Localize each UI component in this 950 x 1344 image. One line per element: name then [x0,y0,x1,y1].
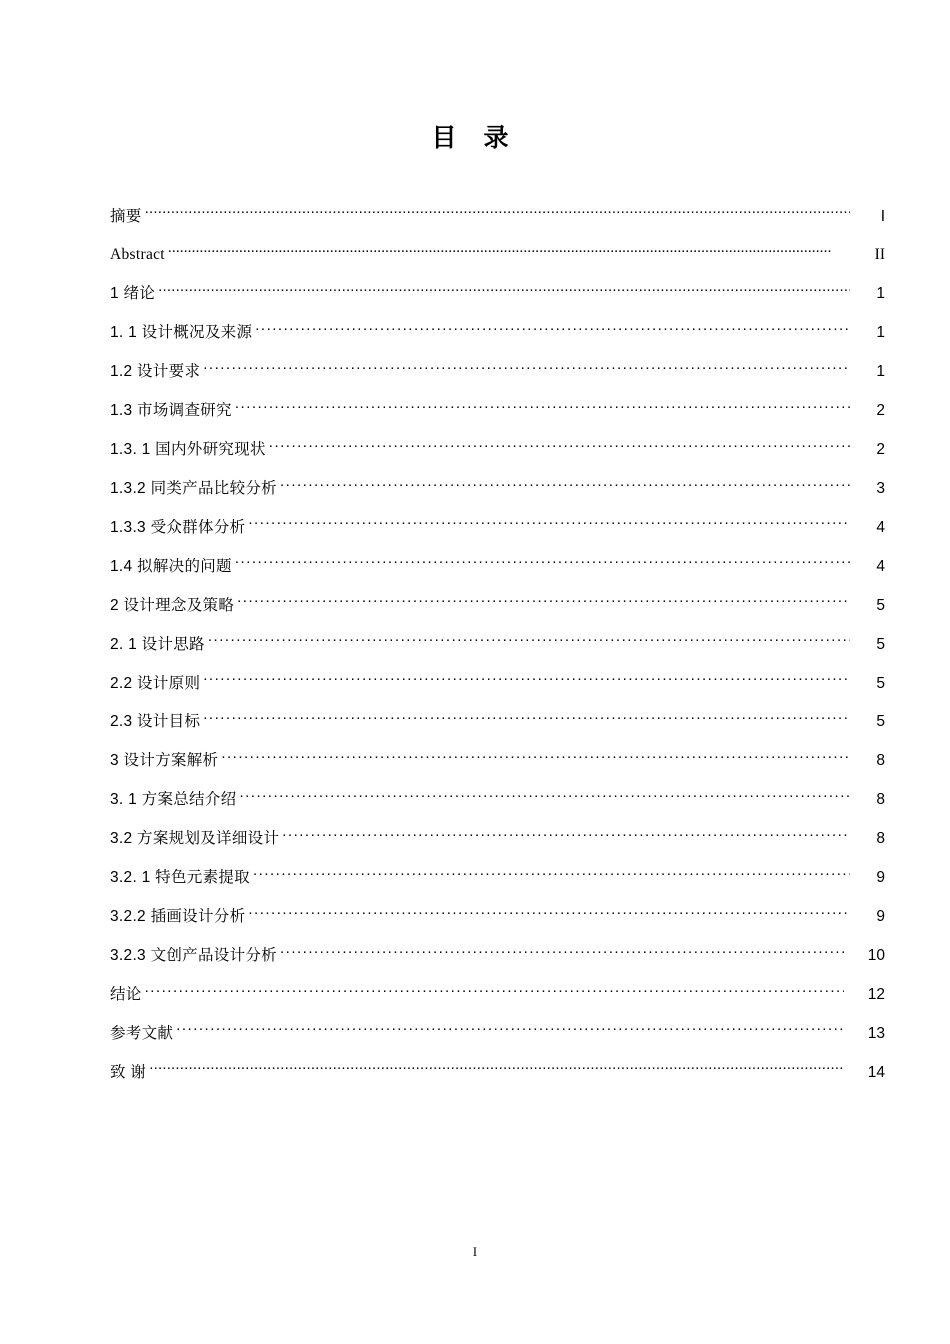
toc-entry-label: 1.3. 1 国内外研究现状 [110,441,266,459]
toc-entry[interactable] [110,516,885,538]
toc-entry-page-number: 9 [876,869,885,887]
toc-entry-page-number: 1 [876,324,885,342]
toc-entry-label: 参考文献 [110,1024,174,1042]
toc-leader-dots [176,1022,844,1038]
toc-entry-page-number: 3 [876,479,885,497]
toc-leader-dots [203,361,850,377]
toc-leader-dots [269,439,850,455]
toc-entry[interactable] [110,400,885,422]
toc-entry-label: 2.2 设计原则 [110,674,201,692]
toc-entry-page-number: 8 [876,791,885,809]
toc-leader-dots [235,555,850,571]
toc-entry-page-number: 8 [876,830,885,848]
toc-leader-dots [145,983,844,999]
toc-entry[interactable] [110,983,885,1005]
toc-entry-page-number: 5 [876,713,885,731]
toc-leader-dots [203,672,850,688]
toc-entry[interactable] [110,477,885,499]
toc-leader-dots [145,205,850,221]
toc-leader-dots [235,400,850,416]
toc-entry-label: 致 谢 [110,1063,147,1081]
toc-entry[interactable] [110,828,885,850]
toc-entry[interactable] [110,906,885,928]
toc-entry-page-number: 2 [876,402,885,420]
toc-entry[interactable] [110,672,885,694]
toc-leader-dots [203,711,850,727]
toc-entry-page-number: 9 [876,908,885,926]
toc-leader-dots [221,750,850,766]
toc-entry[interactable] [110,322,885,344]
toc-entry-label: 2. 1 设计思路 [110,635,205,653]
toc-entry-page-number: 8 [876,752,885,770]
toc-entry[interactable] [110,789,885,811]
toc-leader-dots [149,1061,844,1077]
toc-entry[interactable] [110,750,885,772]
toc-entry-label: 3.2. 1 特色元素提取 [110,869,250,887]
page-title: 目 录 [431,124,519,152]
toc-entry-page-number: 14 [867,1063,885,1081]
toc-entry[interactable] [110,1061,885,1083]
toc-entry[interactable] [110,244,885,266]
toc-entry-label: 3.2.3 文创产品设计分析 [110,947,277,965]
toc-entry-label: 1.2 设计要求 [110,363,201,381]
toc-entry-page-number: 12 [867,985,885,1003]
toc-entry[interactable] [110,283,885,305]
toc-entry-page-number: 1 [876,363,885,381]
toc-entry-page-number: 5 [876,674,885,692]
toc-entry-label: 1 绪论 [110,285,156,303]
toc-entry-page-number: 4 [876,557,885,575]
toc-entry-label: 1.3 市场调查研究 [110,402,232,420]
toc-entry[interactable] [110,945,885,967]
toc-entry-label: 2.3 设计目标 [110,713,201,731]
toc-entry-label: 3 设计方案解析 [110,752,219,770]
toc-entry-page-number: I [880,207,885,225]
toc-entry-page-number: 10 [867,947,885,965]
toc-leader-dots [208,633,850,649]
toc-entry-label: 1. 1 设计概况及来源 [110,324,253,342]
toc-leader-dots [248,516,850,532]
toc-entry[interactable] [110,633,885,655]
toc-entry-label: 3.2.2 插画设计分析 [110,908,246,926]
toc-leader-dots [280,945,844,961]
toc-entry[interactable] [110,555,885,577]
toc-leader-dots [280,477,850,493]
toc-entry-page-number: II [874,246,885,264]
footer-page-number: I [472,1245,478,1259]
toc-leader-dots [253,867,850,883]
toc-entry[interactable] [110,1022,885,1044]
toc-entry-label: 2 设计理念及策略 [110,596,235,614]
toc-leader-dots [237,594,850,610]
toc-entry-page-number: 1 [876,285,885,303]
toc-entry-label: 3. 1 方案总结介绍 [110,791,237,809]
toc-entry[interactable] [110,711,885,733]
toc-leader-dots [239,789,850,805]
toc-entry-page-number: 13 [867,1024,885,1042]
toc-entry-label: 1.3.2 同类产品比较分析 [110,479,277,497]
toc-entry[interactable] [110,594,885,616]
toc-entry-label: 摘要 [110,207,142,225]
toc-leader-dots [282,828,850,844]
toc-entry-page-number: 5 [876,635,885,653]
toc-entry[interactable] [110,867,885,889]
toc-entry-page-number: 4 [876,518,885,536]
toc-entry-label: 1.3.3 受众群体分析 [110,518,246,536]
toc-entry-page-number: 2 [876,441,885,459]
toc-leader-dots [248,906,850,922]
toc-leader-dots [168,244,850,260]
toc-entry-label: 1.4 拟解决的问题 [110,557,232,575]
toc-entry-label: 3.2 方案规划及详细设计 [110,830,280,848]
toc-entry-label: 结论 [110,985,142,1003]
table-of-contents [110,205,885,1100]
toc-entry[interactable] [110,205,885,227]
toc-entry[interactable] [110,361,885,383]
toc-entry-label: Abstract [110,246,165,264]
toc-leader-dots [158,283,850,299]
toc-entry[interactable] [110,439,885,461]
toc-leader-dots [255,322,850,338]
toc-entry-page-number: 5 [876,596,885,614]
